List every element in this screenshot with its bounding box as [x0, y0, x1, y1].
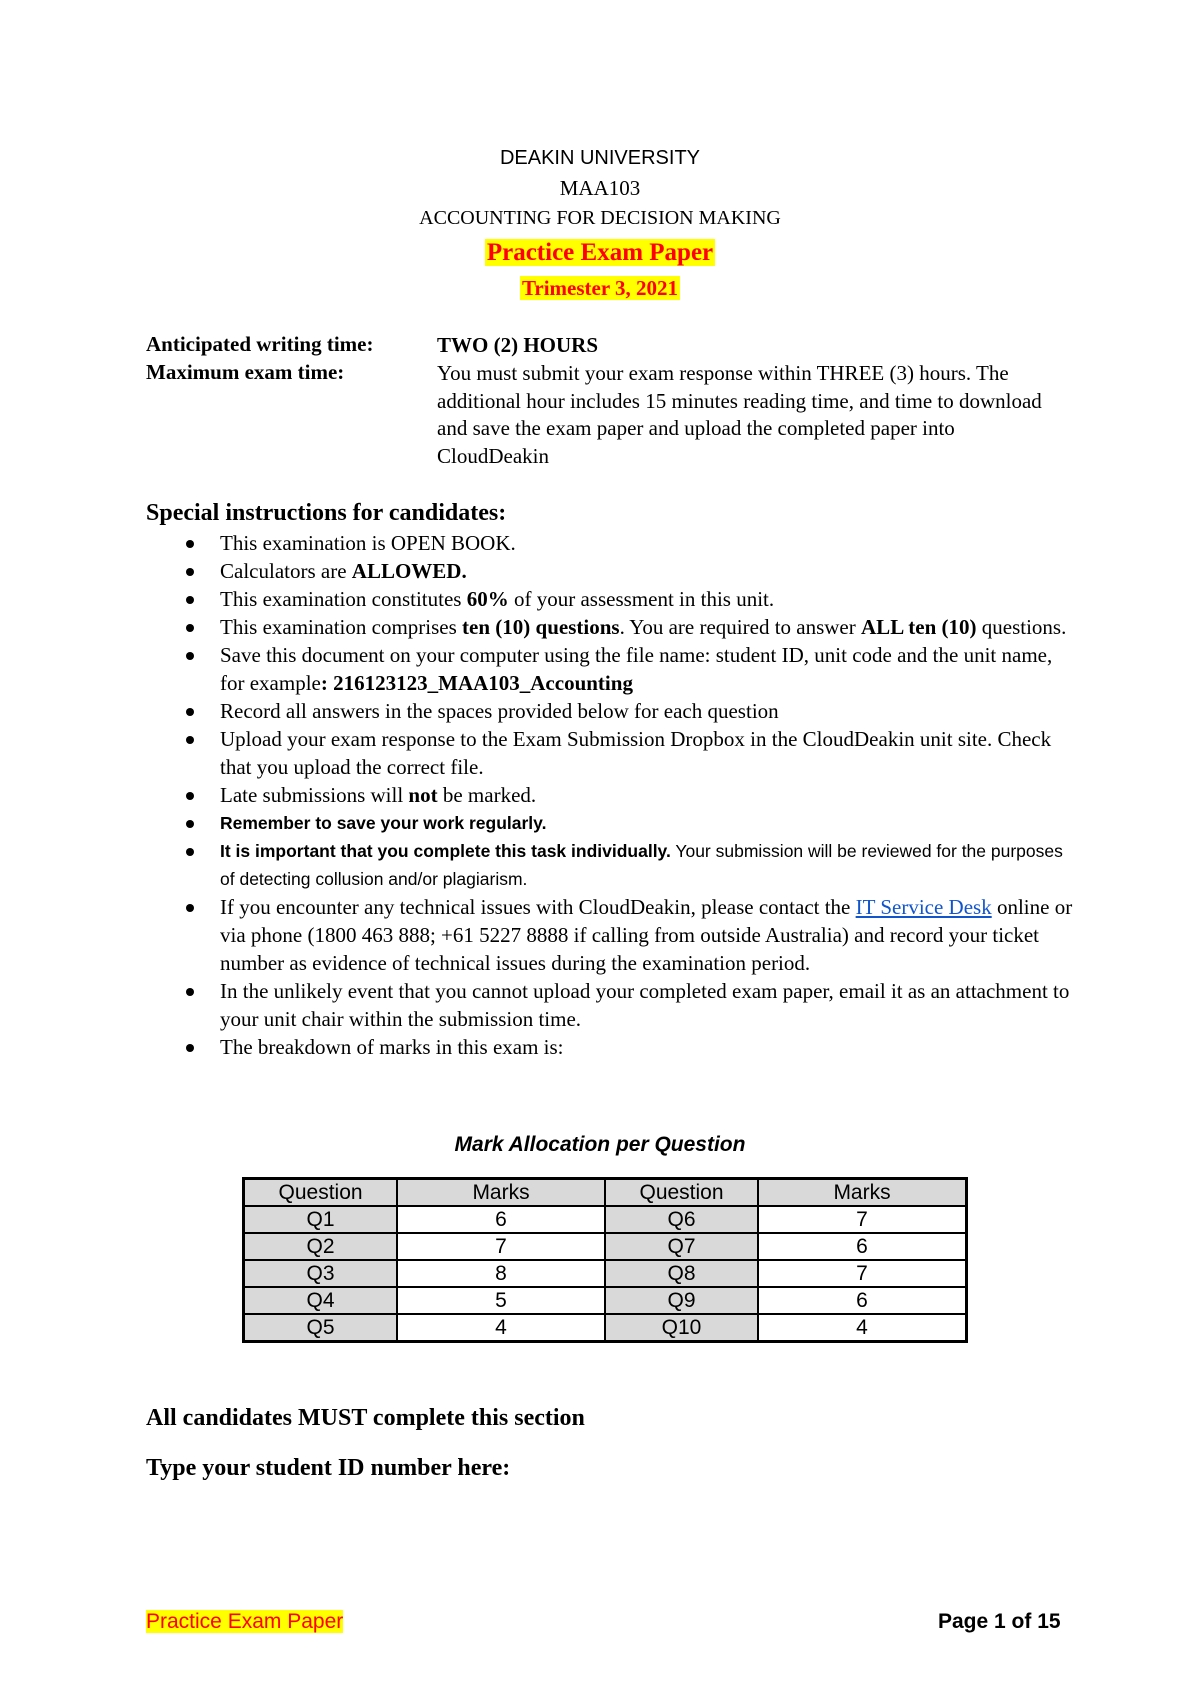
- list-item: This examination is OPEN BOOK.: [146, 529, 1076, 557]
- trimester-wrap: [0, 276, 1200, 301]
- unit-code: MAA103: [559, 176, 641, 200]
- trimester: Trimester 3, 2021: [521, 276, 679, 300]
- header-marks: Marks: [758, 1179, 966, 1207]
- list-item: This examination comprises ten (10) questions. You are required to answer ALL ten (10) questions.: [146, 613, 1076, 641]
- marks-cell: 7: [758, 1260, 966, 1287]
- marks-cell: 7: [758, 1206, 966, 1233]
- question-cell: Q7: [605, 1233, 758, 1260]
- bullet-icon: [186, 904, 194, 912]
- question-cell: Q9: [605, 1287, 758, 1314]
- student-id-prompt: Type your student ID number here:: [146, 1455, 511, 1481]
- table-caption: Mark Allocation per Question: [454, 1133, 746, 1156]
- list-item: This examination constitutes 60% of your assessment in this unit.: [146, 585, 1076, 613]
- bullet-icon: [186, 1044, 194, 1052]
- bullet-icon: [186, 988, 194, 996]
- university-name: DEAKIN UNIVERSITY: [499, 147, 701, 169]
- writing-time-value: TWO (2) HOURS: [437, 333, 599, 357]
- list-item: It is important that you complete this task individually. Your submission will be reviewed for the purposes of detecting collusion and/or plagiarism.: [146, 837, 1076, 893]
- bullet-icon: [186, 736, 194, 744]
- paper-type: Practice Exam Paper: [486, 239, 714, 266]
- list-item: Late submissions will not be marked.: [146, 781, 1076, 809]
- question-cell: Q1: [244, 1206, 398, 1233]
- list-item: The breakdown of marks in this exam is:: [146, 1033, 1076, 1061]
- table-row: [244, 1314, 967, 1342]
- max-time-label: Maximum exam time:: [146, 360, 345, 384]
- marks-cell: 6: [758, 1233, 966, 1260]
- unit-name: ACCOUNTING FOR DECISION MAKING: [419, 207, 781, 229]
- list-item: Upload your exam response to the Exam Submission Dropbox in the CloudDeakin unit site. Check that you upload the correct file.: [146, 725, 1076, 781]
- list-item: Calculators are ALLOWED.: [146, 557, 1076, 585]
- footer-left-wrap: [146, 1610, 343, 1634]
- paper-type-wrap: [0, 239, 1200, 267]
- bullet-icon: [186, 708, 194, 716]
- it-service-desk-link[interactable]: IT Service Desk: [855, 895, 992, 919]
- bullet-icon: [186, 568, 194, 576]
- writing-time-label: Anticipated writing time:: [146, 332, 374, 356]
- bullet-icon: [186, 652, 194, 660]
- list-item: In the unlikely event that you cannot upload your completed exam paper, email it as an attachment to your unit chair within the submission time.: [146, 977, 1076, 1033]
- question-cell: Q8: [605, 1260, 758, 1287]
- bullet-icon: [186, 540, 194, 548]
- header-question: Question: [605, 1179, 758, 1207]
- page-number: Page 1 of 15: [938, 1610, 1061, 1633]
- bullet-icon: [186, 848, 194, 856]
- table-row: [244, 1287, 967, 1314]
- marks-cell: 8: [397, 1260, 605, 1287]
- footer-paper-type: Practice Exam Paper: [146, 1610, 344, 1633]
- list-item: Save this document on your computer using the file name: student ID, unit code and the unit name, for example: 216123123_MAA103_Accounting: [146, 641, 1076, 697]
- table-row: [244, 1233, 967, 1260]
- must-complete-heading: All candidates MUST complete this section: [146, 1405, 585, 1431]
- marks-table: [242, 1177, 968, 1343]
- bullet-icon: [186, 624, 194, 632]
- list-item: If you encounter any technical issues with CloudDeakin, please contact the IT Service Desk online or via phone (1800 463 888; +61 5227 8888 if calling from outside Australia) and record your ticket number as evidence of technical issues during the examination period.: [146, 893, 1076, 977]
- marks-cell: 4: [397, 1314, 605, 1342]
- question-cell: Q6: [605, 1206, 758, 1233]
- instructions-list: [146, 529, 1076, 1061]
- list-item: Remember to save your work regularly.: [146, 809, 1076, 837]
- question-cell: Q4: [244, 1287, 398, 1314]
- bullet-icon: [186, 596, 194, 604]
- table-row: [244, 1206, 967, 1233]
- header-marks: Marks: [397, 1179, 605, 1207]
- marks-cell: 6: [758, 1287, 966, 1314]
- table-header-row: [244, 1179, 967, 1207]
- bullet-icon: [186, 820, 194, 828]
- header-question: Question: [244, 1179, 398, 1207]
- question-cell: Q10: [605, 1314, 758, 1342]
- marks-cell: 5: [397, 1287, 605, 1314]
- question-cell: Q2: [244, 1233, 398, 1260]
- instructions-heading: Special instructions for candidates:: [146, 500, 507, 526]
- marks-cell: 7: [397, 1233, 605, 1260]
- max-time-value: You must submit your exam response within THREE (3) hours. The additional hour includes 15 minutes reading time, and time to download and save the exam paper and upload the completed paper into CloudDeakin: [437, 361, 1042, 468]
- question-cell: Q3: [244, 1260, 398, 1287]
- question-cell: Q5: [244, 1314, 398, 1342]
- list-item: Record all answers in the spaces provided below for each question: [146, 697, 1076, 725]
- table-row: [244, 1260, 967, 1287]
- bullet-icon: [186, 792, 194, 800]
- marks-cell: 6: [397, 1206, 605, 1233]
- marks-cell: 4: [758, 1314, 966, 1342]
